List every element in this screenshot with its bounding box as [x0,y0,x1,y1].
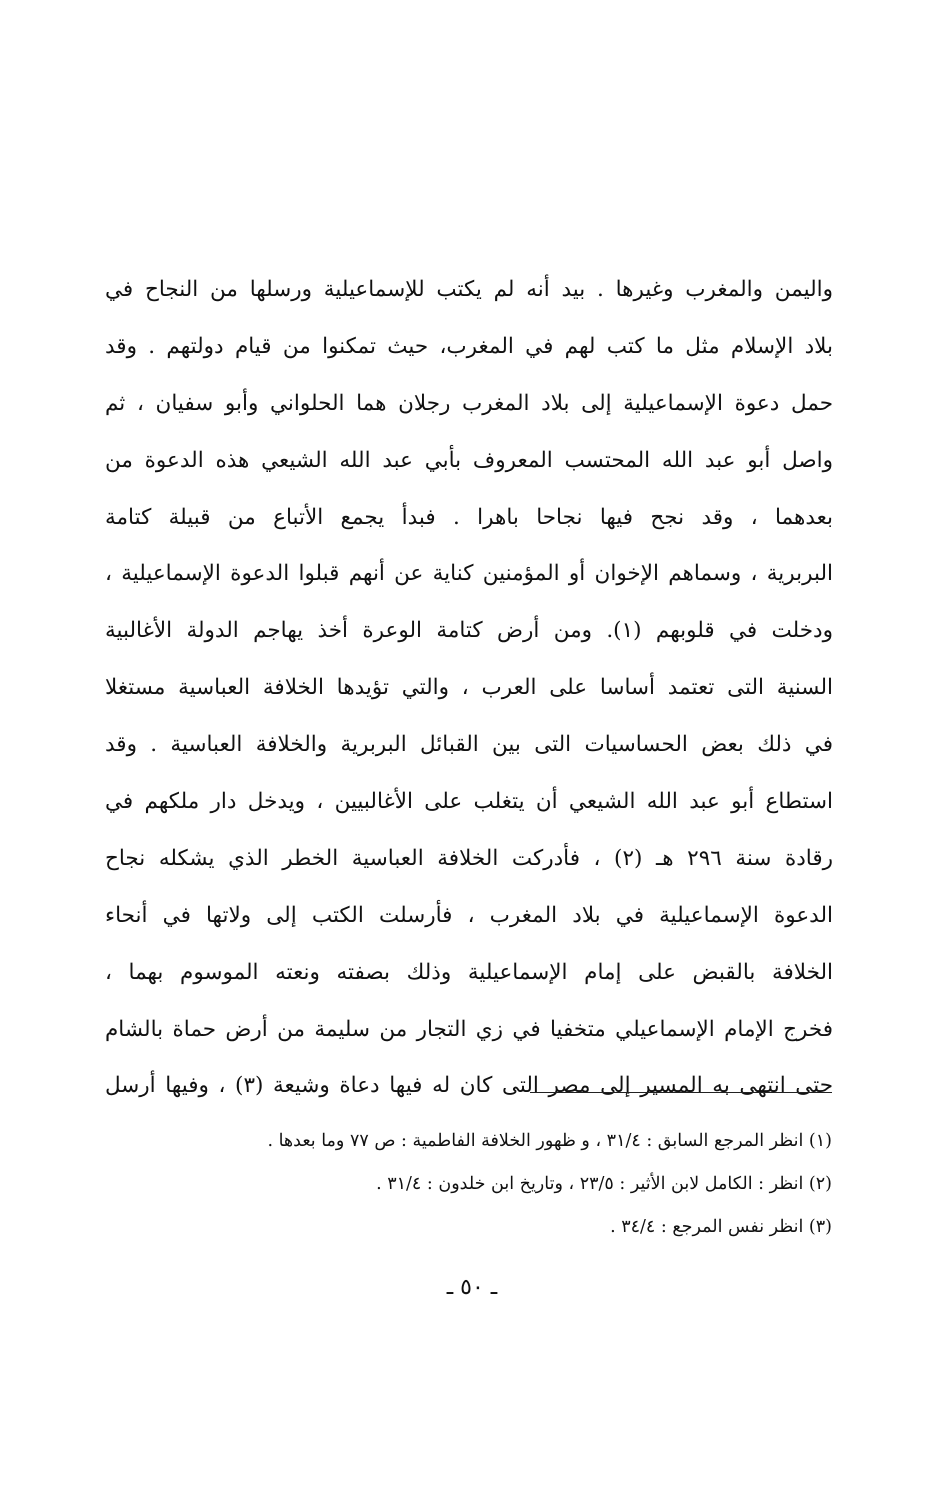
footnote-3: (٣) انظر نفس المرجع : ٣٤/٤ . [610,1216,832,1237]
footnote-2: (٢) انظر : الكامل لابن الأثير : ٢٣/٥ ، وتاريخ ابن خلدون : ٣١/٤ . [376,1173,832,1194]
footnotes [120,1120,832,1248]
body-line-14: فخرج الإمام الإسماعيلي متخفيا في زي التجار من سليمة من أرض حماة بالشام [105,1016,833,1042]
body-line-6: البربرية ، وسماهم الإخوان أو المؤمنين كناية عن أنهم قبلوا الدعوة الإسماعيلية ، [105,561,833,587]
body-line-11: رقادة سنة ٢٩٦ هـ (٢) ، فأدركت الخلافة العباسية الخطر الذي يشكله نجاح [105,845,833,871]
body-line-13: الخلافة بالقبض على إمام الإسماعيلية وذلك بصفته ونعته الموسوم بهما ، [105,959,833,985]
body-text [105,262,833,1115]
body-line-5: بعدهما ، وقد نجح فيها نجاحا باهرا . فبدأ يجمع الأتباع من قبيلة كتامة [105,504,833,530]
body-line-8: السنية التى تعتمد أساسا على العرب ، والتي تؤيدها الخلافة العباسية مستغلا [105,675,833,701]
body-line-15: حتى انتهى به المسير إلى مصر التى كان له فيها دعاة وشيعة (٣) ، وفيها أرسل [105,1073,833,1099]
body-line-7: ودخلت في قلوبهم (١). ومن أرض كتامة الوعرة أخذ يهاجم الدولة الأغالبية [105,618,833,644]
body-line-2: بلاد الإسلام مثل ما كتب لهم في المغرب، حيث تمكنوا من قيام دولتهم . وقد [105,333,833,359]
body-line-9: في ذلك بعض الحساسيات التى بين القبائل البربرية والخلافة العباسية . وقد [105,732,833,758]
body-line-10: استطاع أبو عبد الله الشيعي أن يتغلب على الأغالبيين ، ويدخل دار ملكهم في [105,789,833,815]
footnote-1: (١) انظر المرجع السابق : ٣١/٤ ، و ظهور الخلافة الفاطمية : ص ٧٧ وما بعدها . [267,1131,832,1151]
body-line-12: الدعوة الإسماعيلية في بلاد المغرب ، فأرسلت الكتب إلى ولاتها في أنحاء [105,902,833,928]
body-line-3: حمل دعوة الإسماعيلية إلى بلاد المغرب رجلان هما الحلواني وأبو سفيان ، ثم [105,390,833,416]
page-number: ـ ٥٠ ـ [446,1275,498,1300]
body-line-4: واصل أبو عبد الله المحتسب المعروف بأبي عبد الله الشيعي هذه الدعوة من [105,447,833,473]
footnote-divider [530,1092,832,1093]
body-line-1: واليمن والمغرب وغيرها . بيد أنه لم يكتب للإسماعيلية ورسلها من النجاح في [105,277,833,302]
